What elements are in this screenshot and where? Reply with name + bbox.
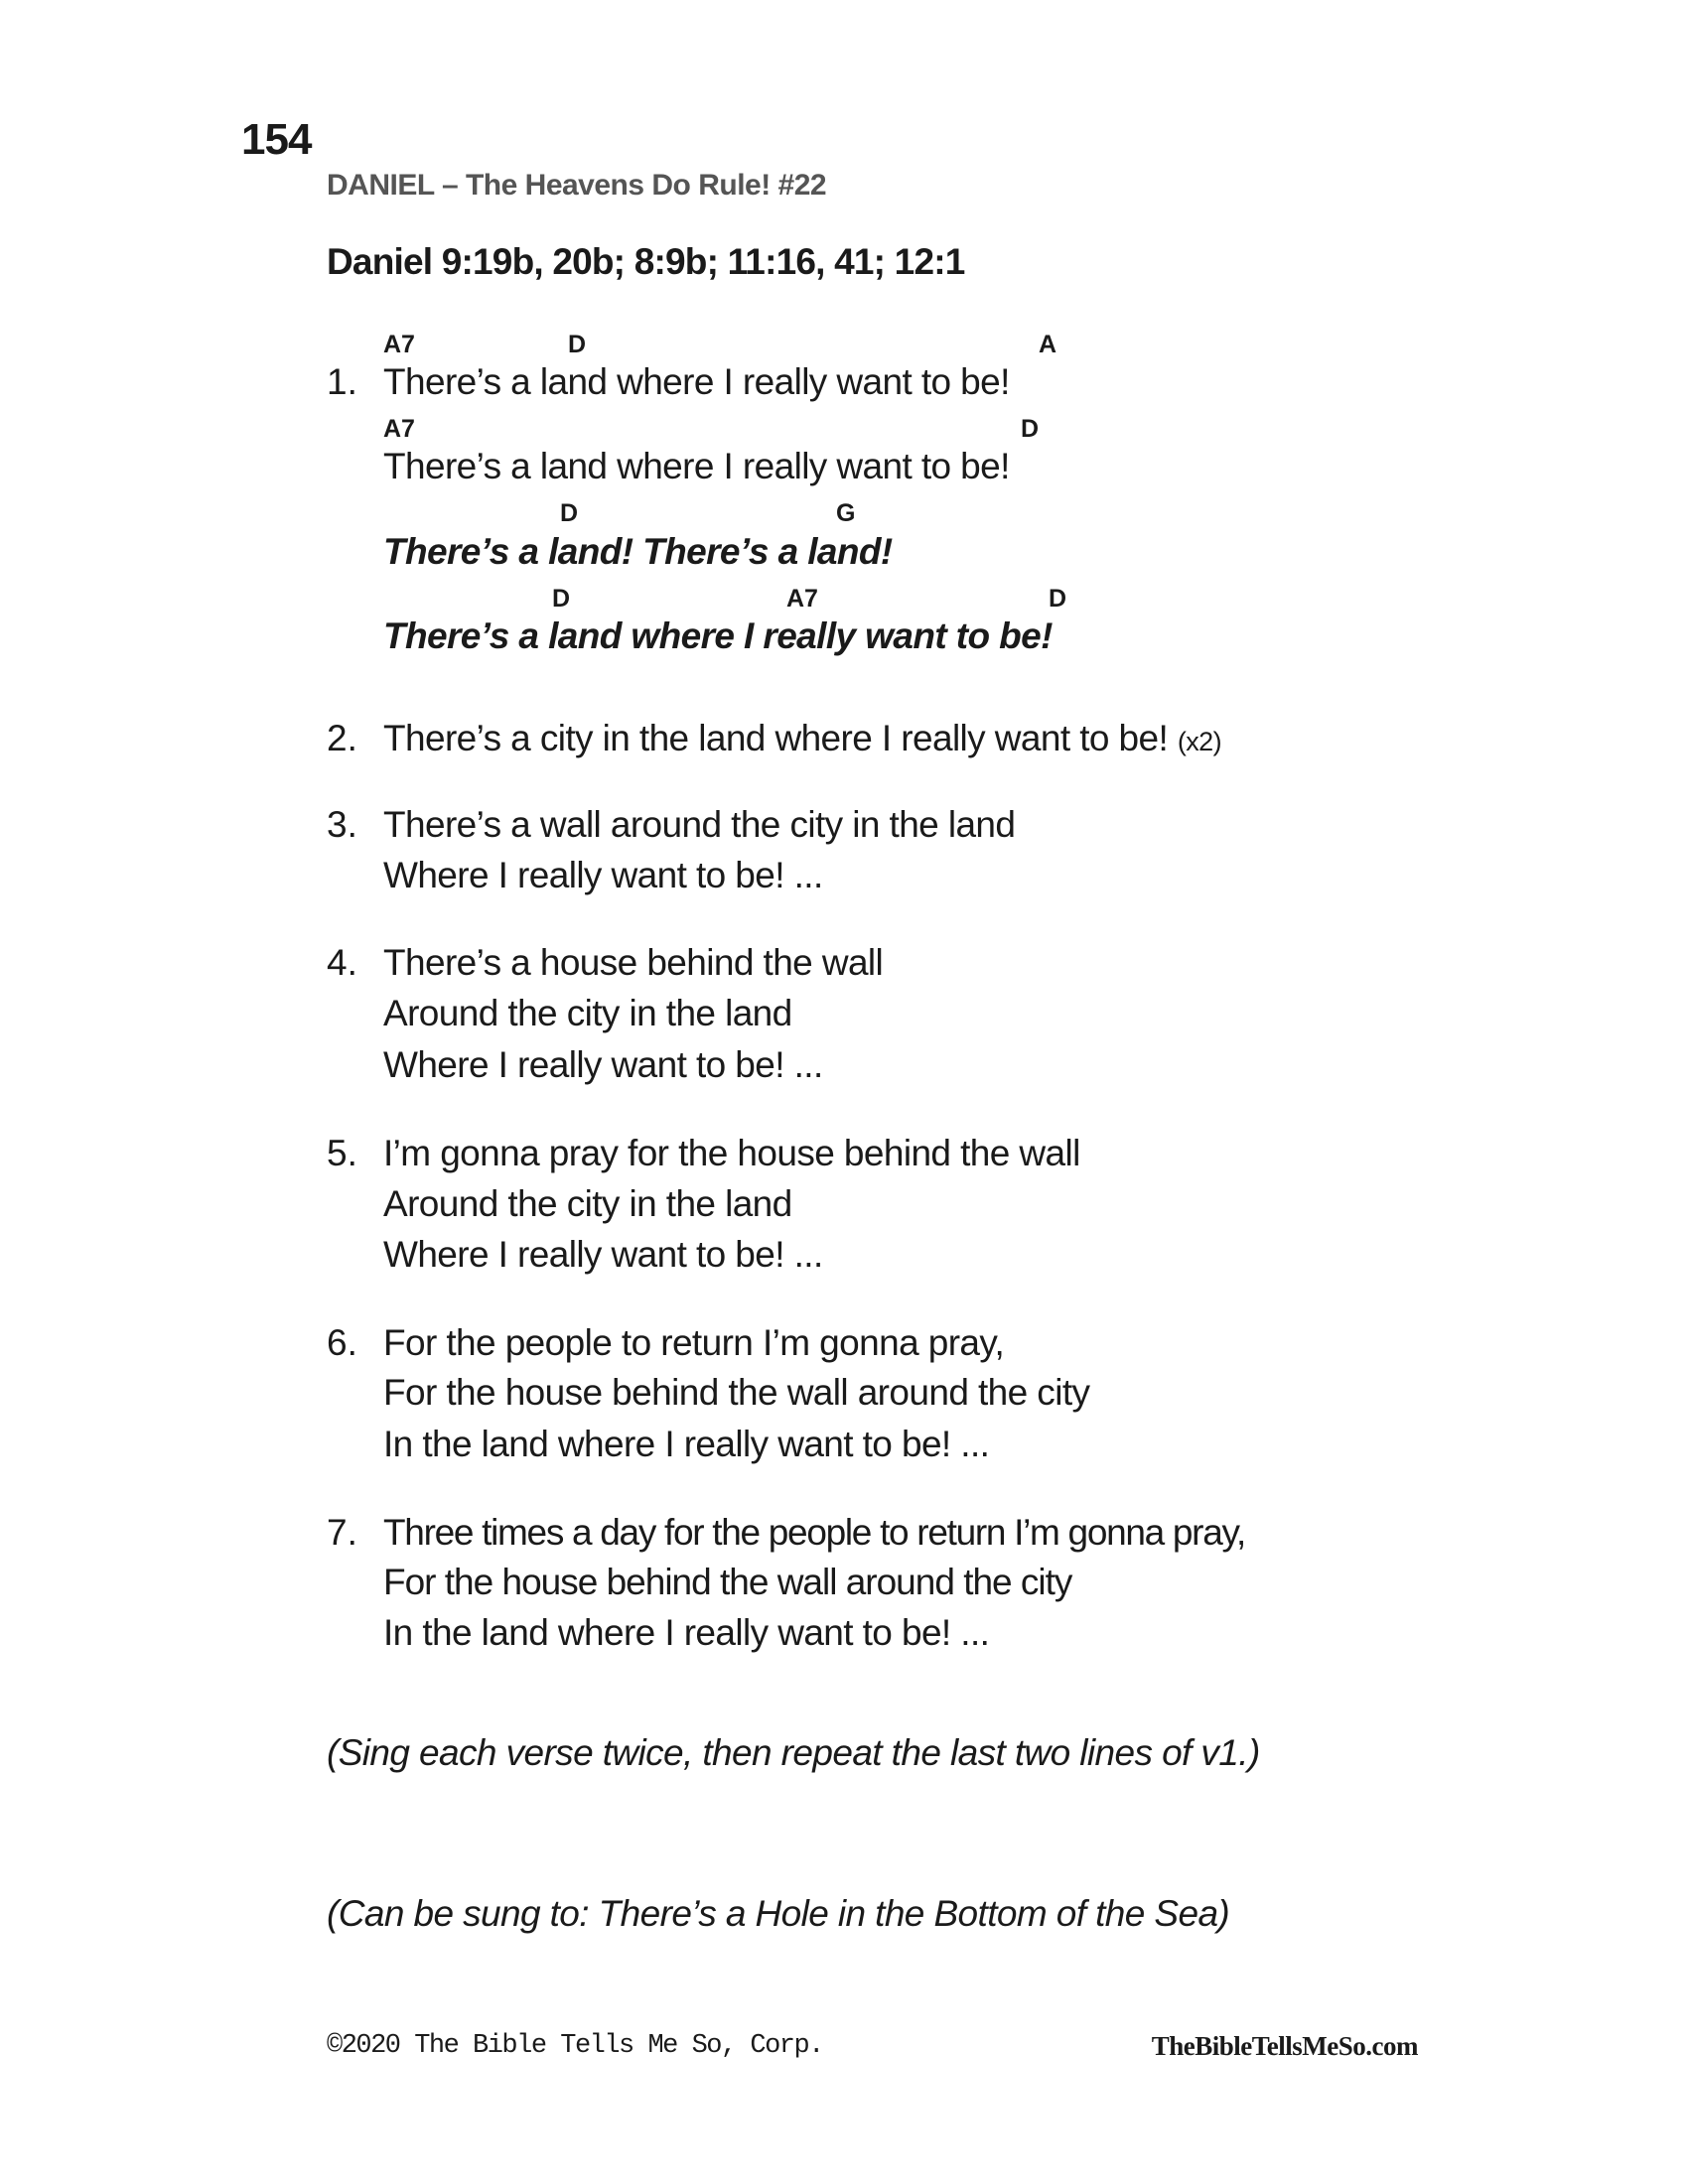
chord: D <box>552 585 571 613</box>
verse-number: 7. <box>327 1512 357 1553</box>
verse-number: 4. <box>327 942 357 983</box>
lyric-line: There’s a house behind the wall <box>383 942 884 983</box>
verse-number: 5. <box>327 1133 357 1173</box>
verse-number: 1. <box>327 361 357 402</box>
chord: A7 <box>383 331 415 358</box>
lyric-line: Around the city in the land <box>383 1183 792 1224</box>
singing-instructions: (Sing each verse twice, then repeat the last two lines of v1.) <box>327 1732 1260 1773</box>
lyric-line <box>383 718 1221 759</box>
lyric-line: Where I really want to be! ... <box>383 1234 823 1275</box>
lyric-line: Where I really want to be! ... <box>383 1044 823 1085</box>
chord: D <box>568 331 587 358</box>
chorus-line: There’s a land where I really want to be! <box>383 615 1053 656</box>
lyric-line: Three times a day for the people to return I’m gonna pray, <box>383 1512 1245 1553</box>
chord: D <box>1049 585 1067 613</box>
lyric-line: I’m gonna pray for the house behind the wall <box>383 1133 1080 1173</box>
chord: A7 <box>786 585 818 613</box>
lyric-line: There’s a wall around the city in the land <box>383 804 1016 845</box>
website-link[interactable]: TheBibleTellsMeSo.com <box>1151 2031 1418 2061</box>
lyric-line: In the land where I really want to be! ... <box>383 1612 990 1653</box>
verse-number: 3. <box>327 804 357 845</box>
chord: D <box>560 499 579 527</box>
lyric-line: In the land where I really want to be! ... <box>383 1424 990 1464</box>
scripture-reference: Daniel 9:19b, 20b; 8:9b; 11:16, 41; 12:1 <box>327 241 965 282</box>
lyric-line: There’s a land where I really want to be! <box>383 446 1010 486</box>
lyric-text: There’s a city in the land where I really want to be! <box>383 718 1169 758</box>
chorus-line: There’s a land! There’s a land! <box>383 531 893 572</box>
lyric-line: For the house behind the wall around the city <box>383 1562 1072 1602</box>
verse-number: 2. <box>327 718 357 758</box>
lyric-line: For the house behind the wall around the city <box>383 1372 1090 1413</box>
lyric-line: Around the city in the land <box>383 993 792 1033</box>
lyric-line: Where I really want to be! ... <box>383 855 823 895</box>
chord: A <box>1039 331 1057 358</box>
book-title: DANIEL – The Heavens Do Rule! #22 <box>327 169 827 202</box>
chord: G <box>836 499 856 527</box>
lyric-line: There’s a land where I really want to be! <box>383 361 1010 402</box>
lyric-line: For the people to return I’m gonna pray, <box>383 1322 1005 1363</box>
repeat-marker: (x2) <box>1177 727 1221 756</box>
verse-number: 6. <box>327 1322 357 1363</box>
copyright: ©2020 The Bible Tells Me So, Corp. <box>327 2031 823 2061</box>
chord: D <box>1021 415 1040 443</box>
tune-note: (Can be sung to: There’s a Hole in the Bottom of the Sea) <box>327 1893 1230 1934</box>
page-number: 154 <box>241 115 312 164</box>
chord: A7 <box>383 415 415 443</box>
